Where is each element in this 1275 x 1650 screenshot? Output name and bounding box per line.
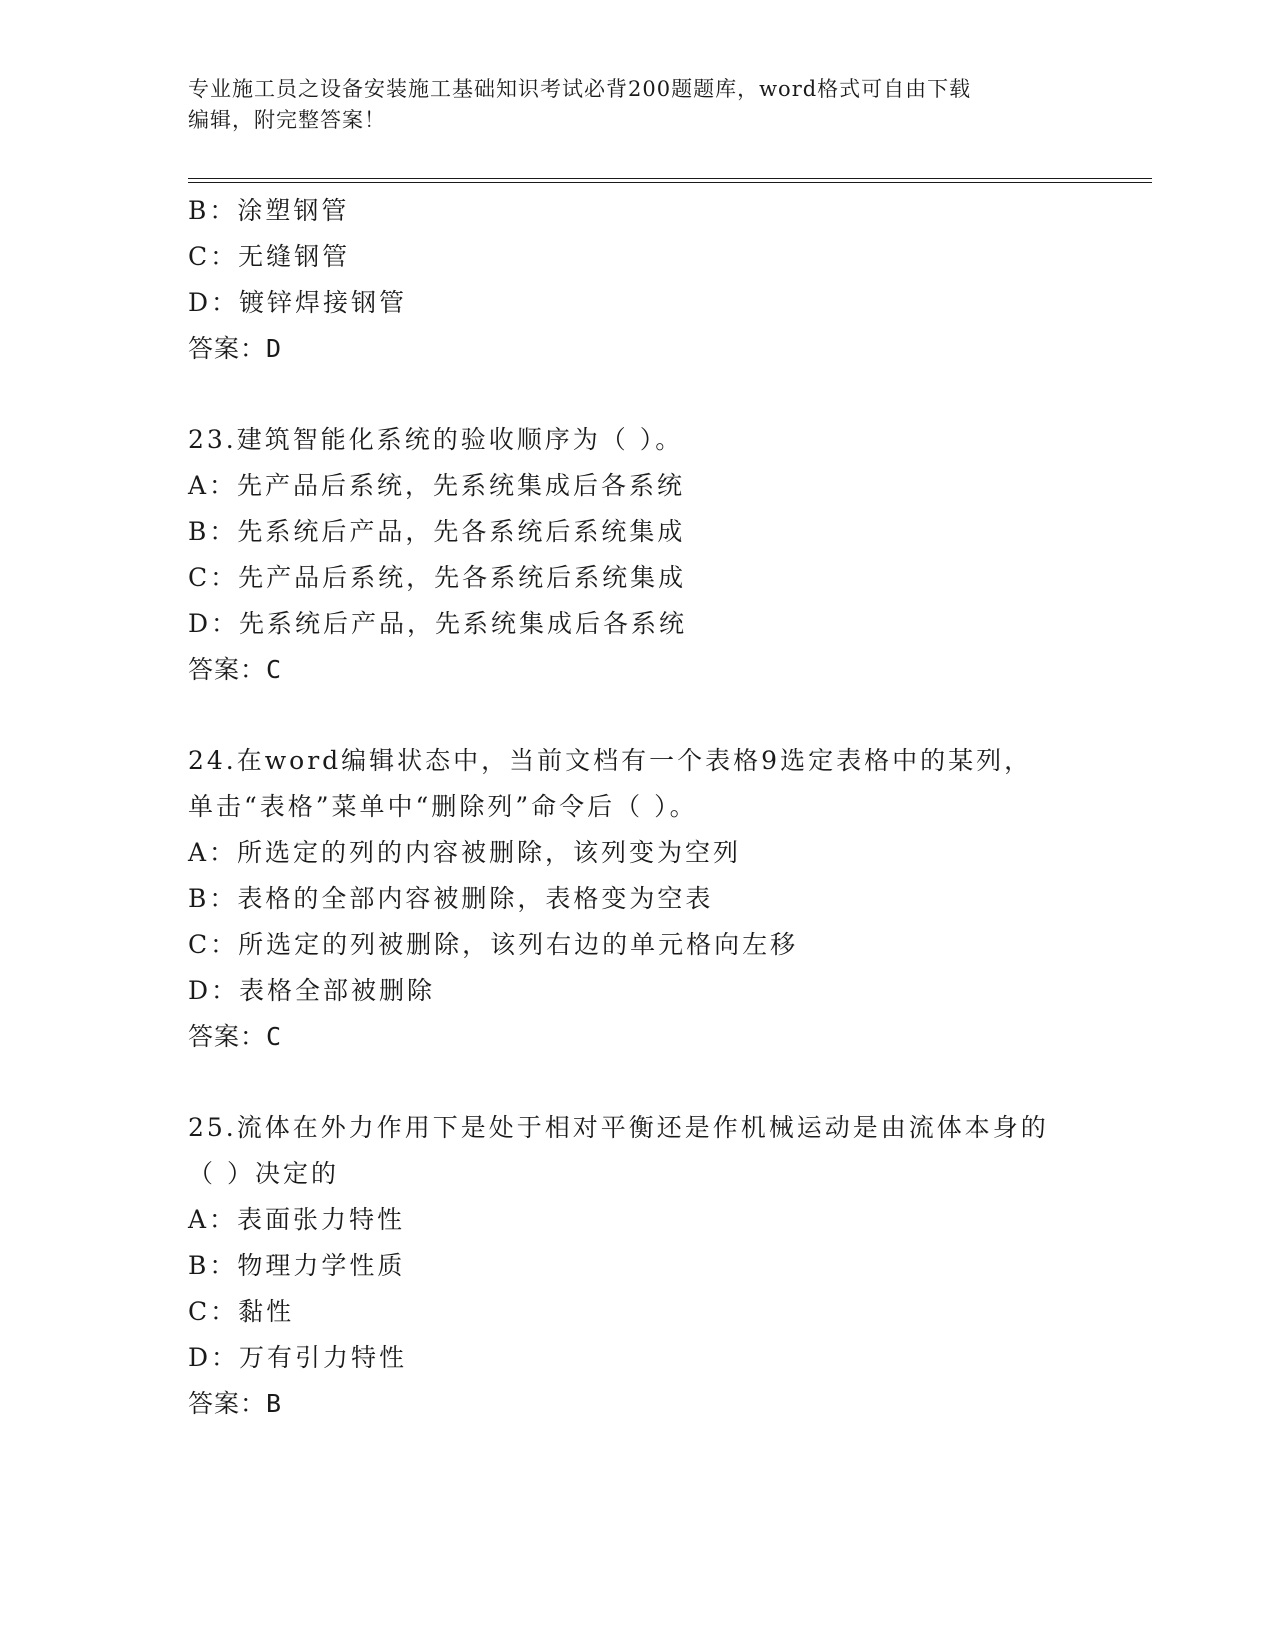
option-b: B：涂塑钢管: [188, 196, 350, 225]
question-stem-line-2: 单击“表格”菜单中“删除列”命令后（ ）。: [188, 792, 698, 821]
answer-line: 答案：D: [188, 334, 283, 363]
document-header: [188, 74, 1078, 136]
option-b: B：先系统后产品，先各系统后系统集成: [188, 517, 686, 546]
option-a: A：所选定的列的内容被删除，该列变为空列: [188, 838, 742, 867]
option-b: B：物理力学性质: [188, 1251, 406, 1280]
header-line-1: 专业施工员之设备安装施工基础知识考试必背200题题库，word格式可自由下载: [188, 77, 972, 101]
option-c: C：黏性: [188, 1297, 295, 1326]
answer-line: 答案：C: [188, 655, 283, 684]
question-stem: 23.建筑智能化系统的验收顺序为（ ）。: [188, 425, 684, 454]
header-divider-top: [188, 178, 1152, 179]
header-line-2: 编辑，附完整答案！: [188, 108, 386, 132]
spacer: [188, 372, 1088, 417]
spacer: [188, 1060, 1088, 1105]
option-a: A：先产品后系统，先系统集成后各系统: [188, 471, 686, 500]
option-d: D：镀锌焊接钢管: [188, 288, 408, 317]
option-d: D：表格全部被删除: [188, 976, 436, 1005]
question-24: [188, 738, 1088, 1060]
spacer: [188, 693, 1088, 738]
question-23: [188, 417, 1088, 693]
option-b: B：表格的全部内容被删除，表格变为空表: [188, 884, 714, 913]
option-c: C：所选定的列被删除，该列右边的单元格向左移: [188, 930, 799, 959]
option-a: A：表面张力特性: [188, 1205, 406, 1234]
question-stem-line-2: （ ）决定的: [188, 1159, 339, 1188]
question-stem-line-1: 25.流体在外力作用下是处于相对平衡还是作机械运动是由流体本身的: [188, 1113, 1049, 1142]
option-c: C：先产品后系统，先各系统后系统集成: [188, 563, 687, 592]
question-25: [188, 1105, 1088, 1427]
answer-line: 答案：B: [188, 1389, 283, 1418]
option-c: C：无缝钢管: [188, 242, 351, 271]
question-22-tail: [188, 188, 1088, 372]
answer-line: 答案：C: [188, 1022, 283, 1051]
option-d: D：先系统后产品，先系统集成后各系统: [188, 609, 688, 638]
header-divider-bottom: [188, 182, 1152, 183]
document-body: [188, 188, 1088, 1427]
question-stem-line-1: 24.在word编辑状态中，当前文档有一个表格9选定表格中的某列，: [188, 746, 1033, 775]
option-d: D：万有引力特性: [188, 1343, 408, 1372]
